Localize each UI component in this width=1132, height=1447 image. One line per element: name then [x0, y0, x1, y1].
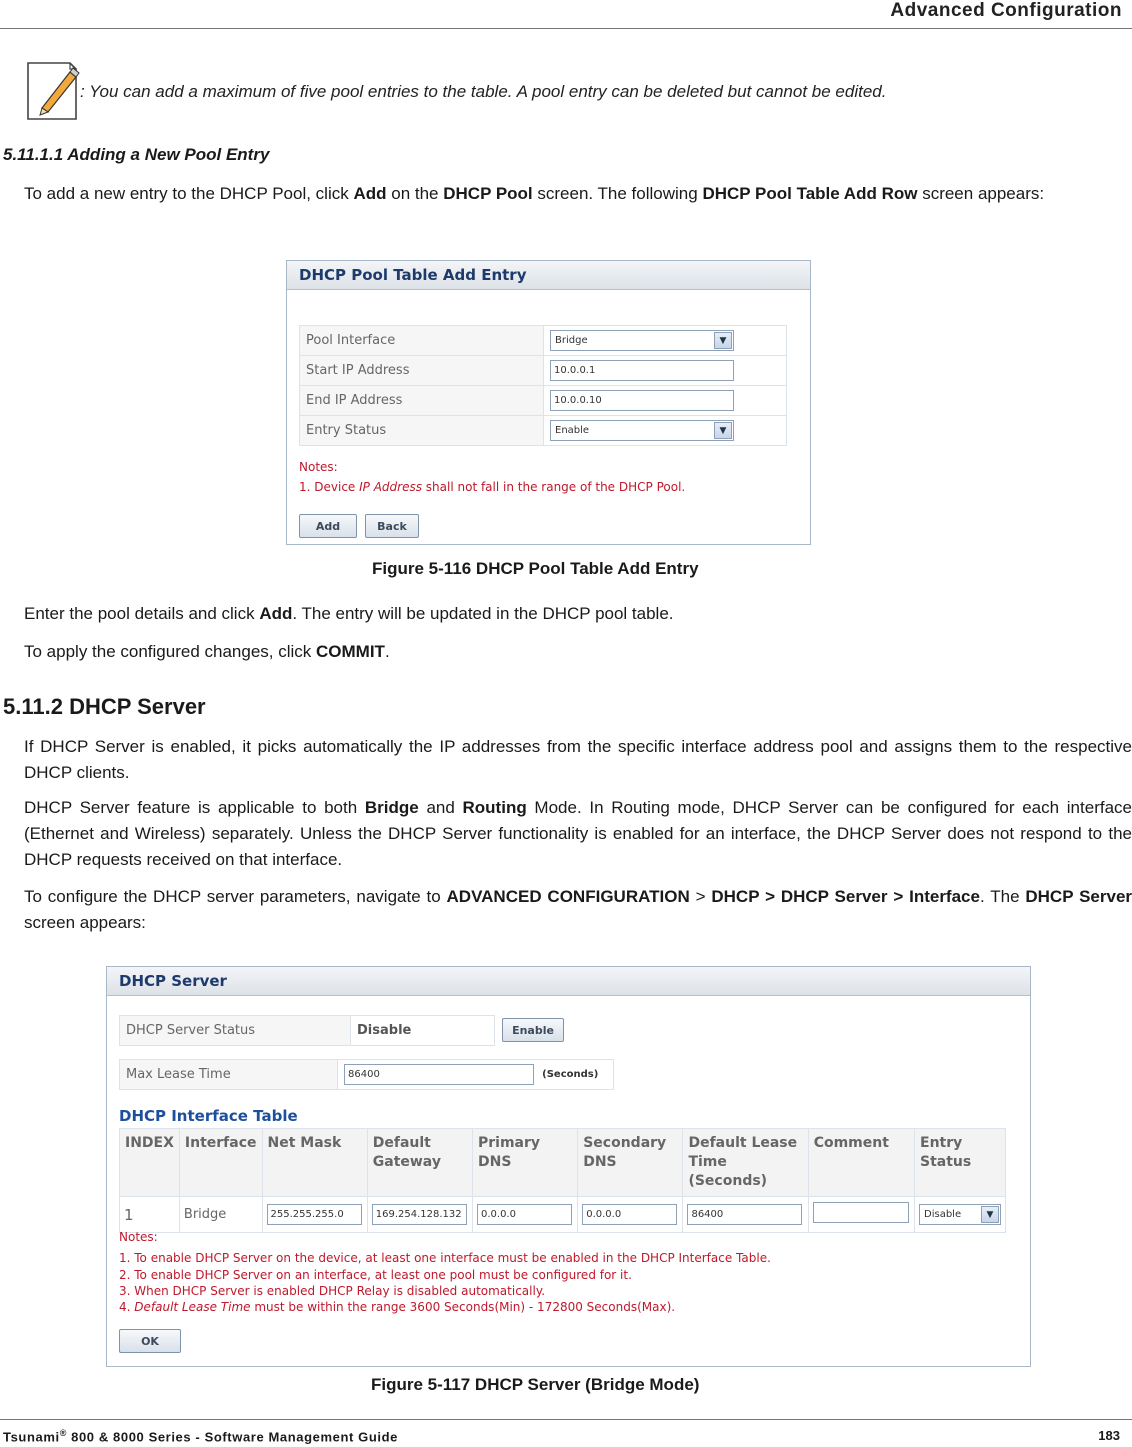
- note-text: : You can add a maximum of five pool entries to the table. A pool entry can be deleted but cannot be edited.: [80, 82, 887, 101]
- entry-status-select[interactable]: Disable ▼: [919, 1204, 1001, 1225]
- pool-interface-label: Pool Interface: [300, 326, 544, 356]
- dhcp-server-panel: [106, 966, 1031, 1367]
- dhcp-server-paragraph-2: DHCP Server feature is applicable to both Bridge and Routing Mode. In Routing mode, DHCP Server can be configured for each interface (Ethernet and Wireless) separately. Unless the DHCP Server functionality is enabled for an interface, the DHCP Server does not respond to the DHCP requests received on that interface.: [24, 798, 1132, 869]
- note-line-3: 3. When DHCP Server is enabled DHCP Relay is disabled automatically.: [119, 1284, 546, 1298]
- enable-button[interactable]: Enable: [502, 1018, 564, 1042]
- comment-input[interactable]: [813, 1202, 909, 1223]
- dhcp-pool-add-entry-panel: [286, 260, 811, 545]
- col-secondary-dns: Secondary DNS: [578, 1129, 683, 1197]
- chevron-down-icon: ▼: [714, 332, 732, 349]
- header-rule: [0, 28, 1132, 29]
- start-ip-input[interactable]: 10.0.0.1: [550, 360, 734, 381]
- entry-status-select[interactable]: Enable ▼: [550, 420, 734, 441]
- end-ip-label: End IP Address: [300, 386, 544, 416]
- ok-button[interactable]: OK: [119, 1329, 181, 1353]
- server-status-row: [119, 1015, 495, 1046]
- gateway-input[interactable]: 169.254.128.132: [372, 1204, 467, 1225]
- server-status-label: DHCP Server Status: [120, 1016, 351, 1046]
- table-header-row: [120, 1129, 1006, 1197]
- pool-entry-intro-paragraph: To add a new entry to the DHCP Pool, click Add on the DHCP Pool screen. The following DHCP Pool Table Add Row screen appears:: [24, 184, 1045, 203]
- lease-time-input[interactable]: 86400: [687, 1204, 802, 1225]
- entry-status-label: Entry Status: [300, 416, 544, 446]
- page-number: 183: [1098, 1428, 1120, 1443]
- note-block: [26, 60, 886, 122]
- row-index: 1: [120, 1197, 180, 1233]
- start-ip-label: Start IP Address: [300, 356, 544, 386]
- interface-table-title: DHCP Interface Table: [119, 1107, 298, 1125]
- col-primary-dns: Primary DNS: [472, 1129, 577, 1197]
- dhcp-server-paragraph-1: If DHCP Server is enabled, it picks automatically the IP addresses from the specific interface address pool and assigns them to the respective DHCP clients.: [24, 737, 1132, 782]
- running-header: Advanced Configuration: [890, 0, 1122, 21]
- form-row-entry-status: [300, 416, 787, 446]
- primary-dns-input[interactable]: 0.0.0.0: [477, 1204, 572, 1225]
- max-lease-row: [119, 1059, 614, 1090]
- footer-title: Tsunami® 800 & 8000 Series - Software Management Guide: [3, 1428, 398, 1445]
- heading-adding-pool-entry: 5.11.1.1 Adding a New Pool Entry: [3, 145, 270, 164]
- pool-interface-select[interactable]: Bridge ▼: [550, 330, 734, 351]
- enter-pool-details-paragraph: Enter the pool details and click Add. The entry will be updated in the DHCP pool table.: [24, 604, 674, 623]
- pencil-note-icon: [26, 60, 80, 122]
- col-default-gateway: Default Gateway: [367, 1129, 472, 1197]
- figure-117-caption: Figure 5-117 DHCP Server (Bridge Mode): [371, 1375, 700, 1394]
- note-line-1: 1. To enable DHCP Server on the device, at least one interface must be enabled in the DHCP Interface Table.: [119, 1251, 771, 1265]
- col-interface: Interface: [179, 1129, 262, 1197]
- panel-title: DHCP Pool Table Add Entry: [287, 261, 810, 290]
- dhcp-interface-table: [119, 1128, 1006, 1233]
- panel-title: DHCP Server: [107, 967, 1030, 996]
- secondary-dns-input[interactable]: 0.0.0.0: [582, 1204, 677, 1225]
- server-status-value: Disable: [351, 1016, 495, 1046]
- row-interface: Bridge: [179, 1197, 262, 1233]
- lease-unit-label: (Seconds): [542, 1069, 599, 1080]
- note-line-4: 4. Default Lease Time must be within the range 3600 Seconds(Min) - 172800 Seconds(Max).: [119, 1300, 676, 1314]
- form-row-pool-interface: [300, 326, 787, 356]
- end-ip-input[interactable]: 10.0.0.10: [550, 390, 734, 411]
- col-net-mask: Net Mask: [262, 1129, 367, 1197]
- table-row: [120, 1197, 1006, 1233]
- pool-entry-form: [299, 325, 787, 446]
- chevron-down-icon: ▼: [981, 1206, 999, 1223]
- footer-rule: [0, 1419, 1132, 1420]
- note-line-1: 1. Device IP Address shall not fall in the range of the DHCP Pool.: [299, 480, 686, 494]
- notes-title: Notes:: [299, 460, 338, 474]
- col-entry-status: Entry Status: [915, 1129, 1006, 1197]
- dhcp-server-paragraph-3: To configure the DHCP server parameters, navigate to ADVANCED CONFIGURATION > DHCP > DHCP Server > Interface. The DHCP Server screen appears:: [24, 887, 1132, 932]
- heading-dhcp-server: 5.11.2 DHCP Server: [3, 694, 206, 719]
- form-row-start-ip: [300, 356, 787, 386]
- col-default-lease-time: Default Lease Time (Seconds): [683, 1129, 808, 1197]
- col-comment: Comment: [808, 1129, 914, 1197]
- commit-paragraph: To apply the configured changes, click COMMIT.: [24, 642, 390, 661]
- notes-title: Notes:: [119, 1230, 158, 1244]
- col-index: INDEX: [120, 1129, 180, 1197]
- max-lease-label: Max Lease Time: [120, 1060, 338, 1090]
- add-button[interactable]: Add: [299, 514, 357, 538]
- figure-116-caption: Figure 5-116 DHCP Pool Table Add Entry: [372, 559, 699, 578]
- form-row-end-ip: [300, 386, 787, 416]
- netmask-input[interactable]: 255.255.255.0: [267, 1204, 362, 1225]
- chevron-down-icon: ▼: [714, 422, 732, 439]
- back-button[interactable]: Back: [365, 514, 419, 538]
- max-lease-input[interactable]: 86400: [344, 1064, 534, 1085]
- note-line-2: 2. To enable DHCP Server on an interface, at least one pool must be configured for it.: [119, 1268, 632, 1282]
